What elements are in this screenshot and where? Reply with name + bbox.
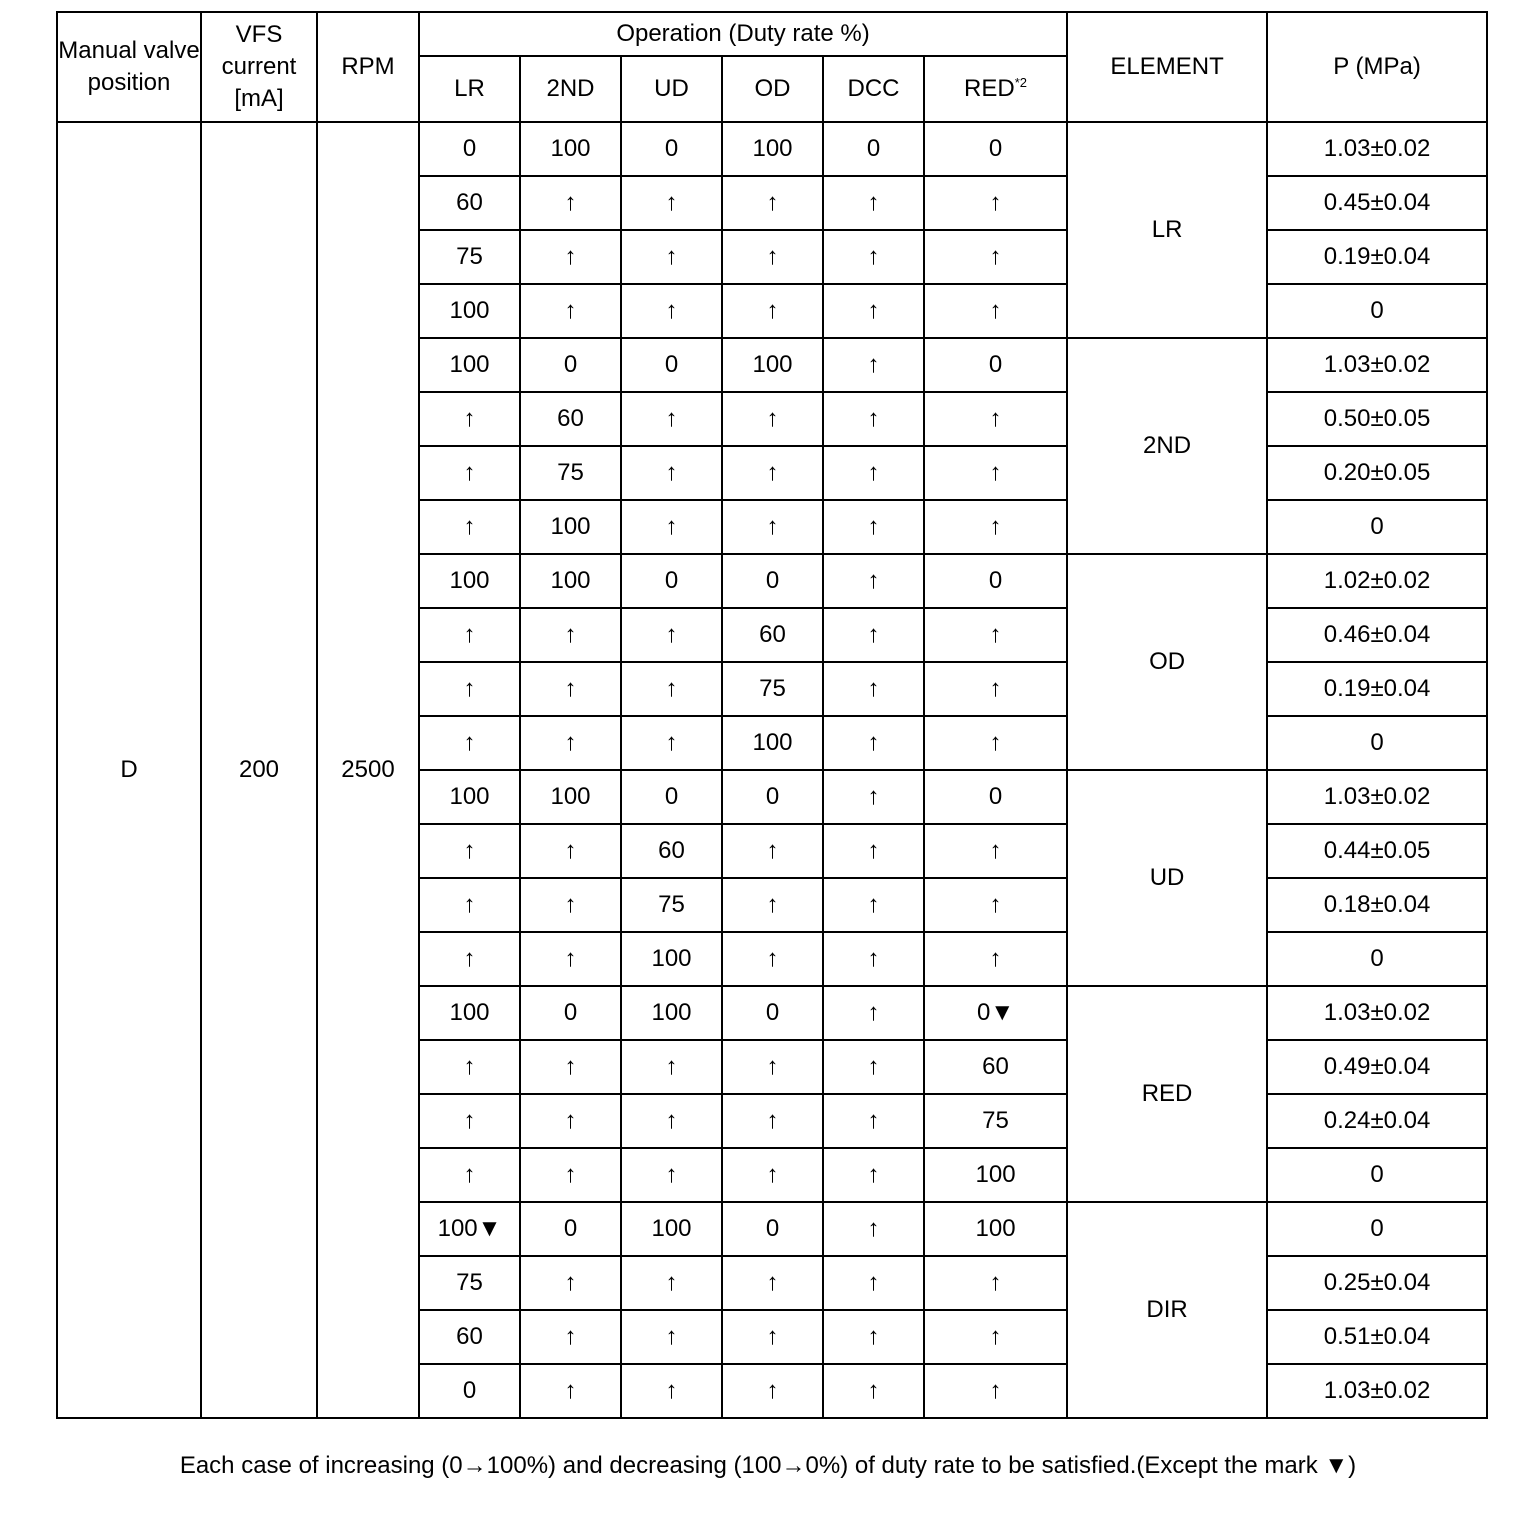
ud-duty-cell: ↑: [621, 230, 722, 284]
red-duty-cell: 0: [924, 122, 1067, 176]
2nd-duty-cell: 100: [520, 770, 621, 824]
ud-duty-cell: 100: [621, 986, 722, 1040]
ud-duty-cell: 0: [621, 122, 722, 176]
2nd-duty-cell: ↑: [520, 878, 621, 932]
dcc-duty-cell: ↑: [823, 1364, 924, 1418]
dcc-duty-cell: ↑: [823, 1148, 924, 1202]
red-duty-cell: ↑: [924, 446, 1067, 500]
od-duty-cell: 0: [722, 770, 823, 824]
2nd-duty-cell: ↑: [520, 1256, 621, 1310]
od-duty-cell: ↑: [722, 230, 823, 284]
od-duty-cell: ↑: [722, 284, 823, 338]
element-cell: UD: [1067, 770, 1267, 986]
lr-duty-cell: ↑: [419, 392, 520, 446]
lr-duty-cell: 100: [419, 554, 520, 608]
red-column-label: RED: [964, 75, 1015, 102]
dcc-duty-cell: ↑: [823, 608, 924, 662]
red-duty-cell: ↑: [924, 824, 1067, 878]
red-duty-cell: 100: [924, 1148, 1067, 1202]
ud-duty-cell: ↑: [621, 1256, 722, 1310]
2nd-duty-cell: 0: [520, 986, 621, 1040]
dcc-duty-cell: 0: [823, 122, 924, 176]
element-cell: 2ND: [1067, 338, 1267, 554]
lr-duty-cell: ↑: [419, 608, 520, 662]
lr-duty-cell: 100: [419, 338, 520, 392]
dcc-duty-cell: ↑: [823, 230, 924, 284]
2nd-column-header: 2ND: [520, 56, 621, 122]
od-duty-cell: 100: [722, 338, 823, 392]
2nd-duty-cell: ↑: [520, 1094, 621, 1148]
table-row: [57, 122, 1487, 176]
red-duty-cell: ↑: [924, 608, 1067, 662]
pressure-cell: 0.24±0.04: [1267, 1094, 1487, 1148]
manual-valve-header: Manual valve position: [57, 12, 201, 122]
element-cell: RED: [1067, 986, 1267, 1202]
ud-duty-cell: ↑: [621, 284, 722, 338]
pressure-cell: 1.03±0.02: [1267, 338, 1487, 392]
red-duty-cell: ↑: [924, 878, 1067, 932]
ud-duty-cell: 60: [621, 824, 722, 878]
ud-column-header: UD: [621, 56, 722, 122]
dcc-duty-cell: ↑: [823, 500, 924, 554]
2nd-duty-cell: ↑: [520, 608, 621, 662]
dcc-duty-cell: ↑: [823, 1256, 924, 1310]
2nd-duty-cell: ↑: [520, 1310, 621, 1364]
ud-duty-cell: ↑: [621, 500, 722, 554]
od-duty-cell: ↑: [722, 500, 823, 554]
od-duty-cell: 100: [722, 122, 823, 176]
dcc-duty-cell: ↑: [823, 1202, 924, 1256]
ud-duty-cell: 75: [621, 878, 722, 932]
ud-duty-cell: ↑: [621, 1310, 722, 1364]
red-duty-cell: ↑: [924, 662, 1067, 716]
lr-duty-cell: 100: [419, 284, 520, 338]
lr-duty-cell: 100: [419, 770, 520, 824]
pressure-cell: 0.19±0.04: [1267, 230, 1487, 284]
ud-duty-cell: ↑: [621, 662, 722, 716]
pressure-cell: 1.03±0.02: [1267, 122, 1487, 176]
od-duty-cell: 0: [722, 1202, 823, 1256]
lr-duty-cell: 75: [419, 1256, 520, 1310]
dcc-duty-cell: ↑: [823, 878, 924, 932]
2nd-duty-cell: 0: [520, 338, 621, 392]
2nd-duty-cell: ↑: [520, 824, 621, 878]
pressure-cell: 0.25±0.04: [1267, 1256, 1487, 1310]
od-duty-cell: ↑: [722, 824, 823, 878]
2nd-duty-cell: 100: [520, 554, 621, 608]
ud-duty-cell: ↑: [621, 716, 722, 770]
vfs-current-header: VFS current [mA]: [201, 12, 317, 122]
footnote: Each case of increasing (0→100%) and decreasing (100→0%) of duty rate to be satisfied.(Except the mark ▼): [179, 1452, 1357, 1479]
2nd-duty-cell: ↑: [520, 1364, 621, 1418]
od-duty-cell: ↑: [722, 1148, 823, 1202]
dcc-duty-cell: ↑: [823, 1310, 924, 1364]
pressure-cell: 0.18±0.04: [1267, 878, 1487, 932]
od-duty-cell: ↑: [722, 1310, 823, 1364]
red-duty-cell: 0: [924, 338, 1067, 392]
lr-duty-cell: ↑: [419, 446, 520, 500]
table-header: [57, 12, 1487, 122]
pressure-cell: 0.51±0.04: [1267, 1310, 1487, 1364]
2nd-duty-cell: 60: [520, 392, 621, 446]
red-duty-cell: ↑: [924, 284, 1067, 338]
od-duty-cell: ↑: [722, 446, 823, 500]
pressure-cell: 1.03±0.02: [1267, 770, 1487, 824]
ud-duty-cell: 0: [621, 554, 722, 608]
pressure-cell: 1.03±0.02: [1267, 1364, 1487, 1418]
od-duty-cell: 100: [722, 716, 823, 770]
lr-duty-cell: 0: [419, 1364, 520, 1418]
red-duty-cell: 100: [924, 1202, 1067, 1256]
element-cell: DIR: [1067, 1202, 1267, 1418]
dcc-duty-cell: ↑: [823, 176, 924, 230]
dcc-duty-cell: ↑: [823, 446, 924, 500]
pressure-cell: 0: [1267, 284, 1487, 338]
red-duty-cell: ↑: [924, 176, 1067, 230]
manual-valve-cell: D: [57, 122, 201, 1418]
duty-rate-table: [56, 11, 1488, 1419]
lr-duty-cell: 75: [419, 230, 520, 284]
ud-duty-cell: 0: [621, 338, 722, 392]
2nd-duty-cell: 100: [520, 122, 621, 176]
od-duty-cell: ↑: [722, 1256, 823, 1310]
dcc-duty-cell: ↑: [823, 932, 924, 986]
pressure-cell: 0.49±0.04: [1267, 1040, 1487, 1094]
ud-duty-cell: ↑: [621, 1040, 722, 1094]
pressure-cell: 0: [1267, 500, 1487, 554]
2nd-duty-cell: ↑: [520, 176, 621, 230]
od-duty-cell: 75: [722, 662, 823, 716]
element-cell: LR: [1067, 122, 1267, 338]
od-column-header: OD: [722, 56, 823, 122]
lr-duty-cell: 0: [419, 122, 520, 176]
2nd-duty-cell: ↑: [520, 932, 621, 986]
pressure-cell: 1.03±0.02: [1267, 986, 1487, 1040]
pressure-cell: 0: [1267, 932, 1487, 986]
dcc-duty-cell: ↑: [823, 716, 924, 770]
red-footnote-mark: *2: [1014, 75, 1028, 90]
od-duty-cell: ↑: [722, 176, 823, 230]
2nd-duty-cell: ↑: [520, 716, 621, 770]
pressure-cell: 0.50±0.05: [1267, 392, 1487, 446]
2nd-duty-cell: ↑: [520, 284, 621, 338]
2nd-duty-cell: ↑: [520, 1040, 621, 1094]
ud-duty-cell: ↑: [621, 1094, 722, 1148]
od-duty-cell: ↑: [722, 878, 823, 932]
ud-duty-cell: ↑: [621, 1148, 722, 1202]
dcc-column-header: DCC: [823, 56, 924, 122]
pressure-cell: 0.45±0.04: [1267, 176, 1487, 230]
lr-duty-cell: ↑: [419, 1148, 520, 1202]
red-duty-cell: ↑: [924, 500, 1067, 554]
dcc-duty-cell: ↑: [823, 770, 924, 824]
lr-duty-cell: ↑: [419, 1094, 520, 1148]
lr-duty-cell: 100: [419, 986, 520, 1040]
table-body: [57, 122, 1487, 1418]
dcc-duty-cell: ↑: [823, 284, 924, 338]
dcc-duty-cell: ↑: [823, 554, 924, 608]
ud-duty-cell: ↑: [621, 446, 722, 500]
ud-duty-cell: 100: [621, 1202, 722, 1256]
pressure-cell: 0.44±0.05: [1267, 824, 1487, 878]
ud-duty-cell: 0: [621, 770, 722, 824]
red-duty-cell: 0: [924, 554, 1067, 608]
lr-column-header: LR: [419, 56, 520, 122]
element-header: ELEMENT: [1067, 12, 1267, 122]
red-duty-cell: ↑: [924, 1310, 1067, 1364]
2nd-duty-cell: 100: [520, 500, 621, 554]
red-duty-cell: ↑: [924, 716, 1067, 770]
red-duty-cell: ↑: [924, 230, 1067, 284]
rpm-cell: 2500: [317, 122, 419, 1418]
pressure-cell: 0: [1267, 1148, 1487, 1202]
red-duty-cell: 0: [924, 770, 1067, 824]
lr-duty-cell: 60: [419, 1310, 520, 1364]
od-duty-cell: ↑: [722, 1364, 823, 1418]
od-duty-cell: 60: [722, 608, 823, 662]
lr-duty-cell: 100▼: [419, 1202, 520, 1256]
lr-duty-cell: 60: [419, 176, 520, 230]
pressure-cell: 0.46±0.04: [1267, 608, 1487, 662]
lr-duty-cell: ↑: [419, 932, 520, 986]
vfs-current-cell: 200: [201, 122, 317, 1418]
2nd-duty-cell: 75: [520, 446, 621, 500]
lr-duty-cell: ↑: [419, 878, 520, 932]
dcc-duty-cell: ↑: [823, 986, 924, 1040]
ud-duty-cell: ↑: [621, 608, 722, 662]
pressure-cell: 0.20±0.05: [1267, 446, 1487, 500]
dcc-duty-cell: ↑: [823, 1094, 924, 1148]
2nd-duty-cell: ↑: [520, 1148, 621, 1202]
operation-header: Operation (Duty rate %): [419, 12, 1067, 56]
red-duty-cell: ↑: [924, 932, 1067, 986]
2nd-duty-cell: 0: [520, 1202, 621, 1256]
red-duty-cell: 75: [924, 1094, 1067, 1148]
pressure-cell: 0.19±0.04: [1267, 662, 1487, 716]
od-duty-cell: 0: [722, 554, 823, 608]
od-duty-cell: ↑: [722, 392, 823, 446]
red-duty-cell: ↑: [924, 392, 1067, 446]
red-duty-cell: ↑: [924, 1256, 1067, 1310]
pressure-cell: 0: [1267, 716, 1487, 770]
od-duty-cell: ↑: [722, 932, 823, 986]
lr-duty-cell: ↑: [419, 500, 520, 554]
ud-duty-cell: ↑: [621, 392, 722, 446]
dcc-duty-cell: ↑: [823, 662, 924, 716]
red-column-header: [924, 56, 1067, 122]
od-duty-cell: ↑: [722, 1094, 823, 1148]
lr-duty-cell: ↑: [419, 662, 520, 716]
element-cell: OD: [1067, 554, 1267, 770]
rpm-header: RPM: [317, 12, 419, 122]
2nd-duty-cell: ↑: [520, 230, 621, 284]
od-duty-cell: ↑: [722, 1040, 823, 1094]
lr-duty-cell: ↑: [419, 716, 520, 770]
dcc-duty-cell: ↑: [823, 1040, 924, 1094]
pressure-cell: 0: [1267, 1202, 1487, 1256]
dcc-duty-cell: ↑: [823, 338, 924, 392]
dcc-duty-cell: ↑: [823, 392, 924, 446]
lr-duty-cell: ↑: [419, 824, 520, 878]
ud-duty-cell: ↑: [621, 176, 722, 230]
red-duty-cell: 0▼: [924, 986, 1067, 1040]
red-duty-cell: 60: [924, 1040, 1067, 1094]
ud-duty-cell: 100: [621, 932, 722, 986]
red-duty-cell: ↑: [924, 1364, 1067, 1418]
pressure-cell: 1.02±0.02: [1267, 554, 1487, 608]
pressure-header: P (MPa): [1267, 12, 1487, 122]
lr-duty-cell: ↑: [419, 1040, 520, 1094]
od-duty-cell: 0: [722, 986, 823, 1040]
2nd-duty-cell: ↑: [520, 662, 621, 716]
ud-duty-cell: ↑: [621, 1364, 722, 1418]
dcc-duty-cell: ↑: [823, 824, 924, 878]
